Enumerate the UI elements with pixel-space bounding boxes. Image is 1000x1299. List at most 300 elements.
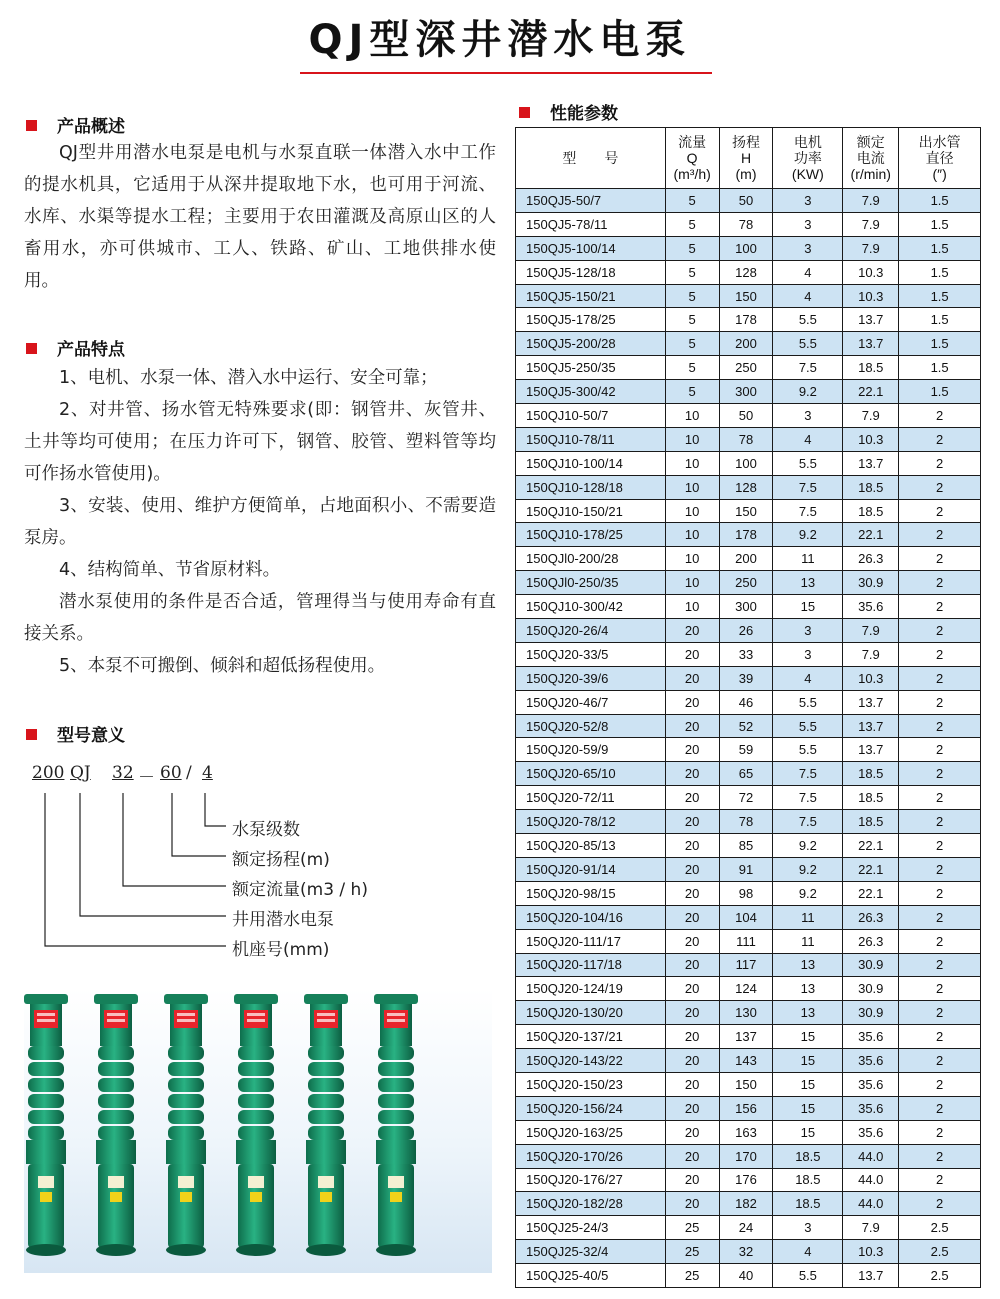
cell-flow: 10 [665,475,719,499]
cell-model: 150QJ20-182/28 [516,1192,666,1216]
cell-model: 150QJ5-178/25 [516,308,666,332]
cell-power: 9.2 [773,523,843,547]
table-row [516,308,981,332]
cell-flow: 20 [665,1049,719,1073]
cell-outlet: 1.5 [899,260,981,284]
cell-model: 150QJ20-150/23 [516,1072,666,1096]
table-row [516,714,981,738]
cell-power: 5.5 [773,332,843,356]
cell-model: 150QJ5-250/35 [516,356,666,380]
table-row [516,380,981,404]
cell-power: 13 [773,1001,843,1025]
cell-model: 150QJ20-117/18 [516,953,666,977]
cell-head: 130 [719,1001,773,1025]
cell-model: 150QJ20-33/5 [516,642,666,666]
cell-flow: 20 [665,666,719,690]
cell-current: 18.5 [843,356,899,380]
cell-outlet: 1.5 [899,332,981,356]
cell-current: 10.3 [843,284,899,308]
cell-current: 10.3 [843,666,899,690]
cell-current: 7.9 [843,619,899,643]
cell-power: 7.5 [773,786,843,810]
table-row [516,1192,981,1216]
table-row [516,1001,981,1025]
cell-model: 150QJ25-24/3 [516,1216,666,1240]
cell-flow: 20 [665,762,719,786]
page-title: QJ型深井潜水电泵 [308,17,692,63]
cell-outlet: 2 [899,1192,981,1216]
cell-head: 91 [719,857,773,881]
cell-head: 250 [719,571,773,595]
table-row [516,762,981,786]
cell-flow: 5 [665,284,719,308]
cell-head: 50 [719,404,773,428]
cell-flow: 20 [665,977,719,1001]
table-row [516,881,981,905]
feature-item: 2、对井管、扬水管无特殊要求(即：钢管井、灰管井、土井等均可使用；在压力许可下，钢管、胶管、塑料管等均可作扬水管使用)。 [24,400,496,484]
cell-power: 18.5 [773,1144,843,1168]
cell-flow: 25 [665,1240,719,1264]
table-row [516,212,981,236]
cell-outlet: 2 [899,619,981,643]
cell-power: 15 [773,1025,843,1049]
cell-head: 200 [719,332,773,356]
code-dash: － [138,768,155,788]
cell-flow: 20 [665,905,719,929]
cell-current: 30.9 [843,953,899,977]
cell-power: 7.5 [773,356,843,380]
cell-outlet: 1.5 [899,356,981,380]
cell-current: 7.9 [843,212,899,236]
cell-current: 18.5 [843,499,899,523]
cell-head: 150 [719,284,773,308]
cell-current: 10.3 [843,1240,899,1264]
table-row [516,595,981,619]
feature-item: 5、本泵不可搬倒、倾斜和超低扬程使用。 [59,656,386,676]
code-type: QJ [70,763,91,783]
cell-model: 150QJl0-200/28 [516,547,666,571]
cell-head: 178 [719,308,773,332]
cell-power: 13 [773,977,843,1001]
cell-flow: 10 [665,523,719,547]
features-list [24,362,496,682]
cell-outlet: 2 [899,905,981,929]
cell-head: 182 [719,1192,773,1216]
cell-flow: 20 [665,714,719,738]
cell-head: 117 [719,953,773,977]
cell-power: 3 [773,189,843,213]
cell-flow: 5 [665,356,719,380]
cell-flow: 5 [665,380,719,404]
cell-outlet: 2 [899,834,981,858]
cell-flow: 5 [665,260,719,284]
table-row [516,619,981,643]
cell-flow: 10 [665,451,719,475]
table-row [516,427,981,451]
cell-current: 35.6 [843,1120,899,1144]
cell-power: 5.5 [773,738,843,762]
cell-outlet: 2 [899,1144,981,1168]
table-row [516,1025,981,1049]
cell-outlet: 2 [899,571,981,595]
cell-flow: 20 [665,1096,719,1120]
cell-head: 40 [719,1264,773,1288]
cell-outlet: 2.5 [899,1240,981,1264]
cell-head: 200 [719,547,773,571]
cell-outlet: 1.5 [899,212,981,236]
cell-power: 4 [773,284,843,308]
model-code [32,763,232,793]
cell-power: 5.5 [773,308,843,332]
cell-model: 150QJ20-72/11 [516,786,666,810]
cell-outlet: 1.5 [899,380,981,404]
cell-outlet: 2.5 [899,1216,981,1240]
cell-power: 3 [773,1216,843,1240]
cell-current: 22.1 [843,881,899,905]
cell-flow: 20 [665,1168,719,1192]
cell-current: 30.9 [843,1001,899,1025]
cell-model: 150QJ20-46/7 [516,690,666,714]
cell-head: 128 [719,260,773,284]
table-row [516,571,981,595]
cell-head: 52 [719,714,773,738]
cell-model: 150QJ5-50/7 [516,189,666,213]
cell-head: 300 [719,595,773,619]
cell-model: 150QJ5-100/14 [516,236,666,260]
cell-outlet: 2 [899,1049,981,1073]
pump-illustration [24,988,492,1273]
cell-model: 150QJ10-50/7 [516,404,666,428]
cell-outlet: 2 [899,977,981,1001]
cell-outlet: 2 [899,786,981,810]
table-row [516,1168,981,1192]
cell-head: 170 [719,1144,773,1168]
cell-outlet: 2 [899,475,981,499]
table-row [516,929,981,953]
cell-head: 59 [719,738,773,762]
cell-model: 150QJ10-100/14 [516,451,666,475]
cell-current: 44.0 [843,1144,899,1168]
cell-outlet: 2 [899,1072,981,1096]
table-header-row [516,128,981,189]
cell-current: 26.3 [843,905,899,929]
cell-head: 300 [719,380,773,404]
cell-power: 3 [773,212,843,236]
cell-power: 7.5 [773,499,843,523]
cell-model: 150QJ10-78/11 [516,427,666,451]
cell-power: 4 [773,260,843,284]
cell-outlet: 2 [899,1001,981,1025]
cell-flow: 5 [665,189,719,213]
cell-outlet: 1.5 [899,308,981,332]
cell-flow: 10 [665,571,719,595]
header-model: 型 号 [516,128,666,189]
cell-power: 15 [773,1049,843,1073]
cell-power: 7.5 [773,762,843,786]
cell-flow: 20 [665,786,719,810]
cell-current: 13.7 [843,332,899,356]
cell-current: 30.9 [843,571,899,595]
cell-power: 4 [773,427,843,451]
table-row [516,977,981,1001]
cell-current: 13.7 [843,714,899,738]
cell-current: 13.7 [843,451,899,475]
cell-current: 10.3 [843,427,899,451]
code-stages: 4 [202,763,213,783]
cell-head: 104 [719,905,773,929]
cell-flow: 20 [665,1120,719,1144]
features-heading: 产品特点 [26,335,125,360]
cell-outlet: 2 [899,1120,981,1144]
cell-model: 150QJl0-250/35 [516,571,666,595]
cell-current: 30.9 [843,977,899,1001]
cell-current: 44.0 [843,1192,899,1216]
cell-flow: 10 [665,499,719,523]
cell-head: 78 [719,427,773,451]
cell-outlet: 2 [899,451,981,475]
legend-stages: 水泵级数 [232,820,300,840]
cell-head: 78 [719,212,773,236]
cell-power: 4 [773,666,843,690]
cell-flow: 20 [665,810,719,834]
cell-outlet: 2 [899,1025,981,1049]
cell-current: 7.9 [843,404,899,428]
table-row [516,690,981,714]
cell-model: 150QJ10-150/21 [516,499,666,523]
title-underline [300,72,712,74]
cell-current: 18.5 [843,786,899,810]
code-slash: / [186,763,192,783]
cell-current: 13.7 [843,738,899,762]
cell-outlet: 2 [899,1096,981,1120]
cell-model: 150QJ20-98/15 [516,881,666,905]
cell-model: 150QJ20-85/13 [516,834,666,858]
cell-power: 15 [773,1120,843,1144]
cell-power: 7.5 [773,810,843,834]
cell-flow: 20 [665,642,719,666]
red-square-bullet-icon [26,343,37,354]
cell-power: 18.5 [773,1168,843,1192]
cell-model: 150QJ5-78/11 [516,212,666,236]
cell-flow: 20 [665,953,719,977]
cell-flow: 10 [665,427,719,451]
table-row [516,547,981,571]
cell-power: 15 [773,1072,843,1096]
cell-power: 5.5 [773,714,843,738]
cell-model: 150QJ20-137/21 [516,1025,666,1049]
cell-model: 150QJ20-124/19 [516,977,666,1001]
code-flow: 32 [112,763,134,783]
legend-base: 机座号(mm) [232,940,330,960]
cell-head: 33 [719,642,773,666]
cell-model: 150QJ20-111/17 [516,929,666,953]
red-square-bullet-icon [26,729,37,740]
cell-outlet: 2 [899,881,981,905]
cell-head: 176 [719,1168,773,1192]
table-row [516,810,981,834]
table-row [516,666,981,690]
cell-head: 124 [719,977,773,1001]
cell-outlet: 2 [899,427,981,451]
cell-power: 5.5 [773,451,843,475]
cell-power: 15 [773,1096,843,1120]
legend-head: 额定扬程(m) [232,850,330,870]
table-row [516,786,981,810]
cell-current: 7.9 [843,1216,899,1240]
cell-power: 4 [773,1240,843,1264]
feature-item: 潜水泵使用的条件是否合适，管理得当与使用寿命有直接关系。 [24,592,496,644]
cell-current: 18.5 [843,762,899,786]
cell-model: 150QJ5-128/18 [516,260,666,284]
cell-outlet: 2 [899,953,981,977]
cell-head: 156 [719,1096,773,1120]
cell-power: 5.5 [773,1264,843,1288]
header-outlet-diameter: 出水管 直径 (″) [899,128,981,189]
cell-model: 150QJ25-32/4 [516,1240,666,1264]
cell-outlet: 2 [899,499,981,523]
cell-flow: 20 [665,834,719,858]
cell-flow: 10 [665,595,719,619]
cell-current: 26.3 [843,547,899,571]
legend-pump-type: 井用潜水电泵 [232,910,334,930]
cell-flow: 20 [665,690,719,714]
cell-flow: 20 [665,1144,719,1168]
header-head: 扬程 H (m) [719,128,773,189]
table-row [516,475,981,499]
cell-outlet: 2.5 [899,1264,981,1288]
cell-current: 7.9 [843,642,899,666]
cell-flow: 20 [665,1192,719,1216]
cell-head: 39 [719,666,773,690]
table-row [516,451,981,475]
cell-head: 143 [719,1049,773,1073]
model-meaning-heading: 型号意义 [26,721,125,746]
cell-head: 85 [719,834,773,858]
table-row [516,905,981,929]
cell-current: 22.1 [843,857,899,881]
cell-current: 13.7 [843,1264,899,1288]
cell-power: 3 [773,404,843,428]
cell-outlet: 1.5 [899,236,981,260]
cell-current: 22.1 [843,834,899,858]
cell-outlet: 2 [899,1168,981,1192]
cell-outlet: 2 [899,547,981,571]
cell-current: 26.3 [843,929,899,953]
cell-outlet: 2 [899,523,981,547]
cell-head: 46 [719,690,773,714]
cell-flow: 5 [665,212,719,236]
cell-current: 7.9 [843,236,899,260]
cell-head: 65 [719,762,773,786]
table-row [516,189,981,213]
cell-head: 72 [719,786,773,810]
cell-flow: 5 [665,236,719,260]
cell-head: 111 [719,929,773,953]
cell-flow: 20 [665,881,719,905]
table-body [516,189,981,1288]
cell-head: 26 [719,619,773,643]
legend-flow: 额定流量(m3 / h) [232,880,368,900]
cell-current: 13.7 [843,308,899,332]
cell-outlet: 2 [899,690,981,714]
feature-item: 3、安装、使用、维护方便简单，占地面积小、不需要造泵房。 [24,496,496,548]
cell-head: 150 [719,1072,773,1096]
cell-power: 7.5 [773,475,843,499]
cell-power: 13 [773,571,843,595]
table-row [516,1264,981,1288]
table-row [516,642,981,666]
cell-head: 178 [719,523,773,547]
cell-outlet: 2 [899,714,981,738]
performance-heading: 性能参数 [519,99,618,124]
cell-power: 11 [773,547,843,571]
cell-model: 150QJ20-143/22 [516,1049,666,1073]
cell-power: 5.5 [773,690,843,714]
cell-current: 18.5 [843,475,899,499]
code-head: 60 [160,763,182,783]
cell-model: 150QJ20-78/12 [516,810,666,834]
cell-flow: 20 [665,619,719,643]
cell-outlet: 2 [899,595,981,619]
cell-current: 35.6 [843,1025,899,1049]
overview-heading: 产品概述 [26,112,125,137]
product-photo [24,988,492,1273]
cell-flow: 20 [665,1001,719,1025]
cell-current: 7.9 [843,189,899,213]
table-row [516,1072,981,1096]
cell-model: 150QJ20-176/27 [516,1168,666,1192]
cell-head: 150 [719,499,773,523]
cell-power: 3 [773,642,843,666]
feature-item: 1、电机、水泵一体、潜入水中运行、安全可靠； [59,368,438,388]
cell-current: 35.6 [843,1096,899,1120]
cell-model: 150QJ20-39/6 [516,666,666,690]
cell-model: 150QJ20-52/8 [516,714,666,738]
cell-model: 150QJ5-150/21 [516,284,666,308]
cell-power: 15 [773,595,843,619]
cell-flow: 20 [665,857,719,881]
code-base: 200 [32,763,65,783]
cell-outlet: 1.5 [899,284,981,308]
cell-head: 100 [719,451,773,475]
table-row [516,1240,981,1264]
cell-power: 18.5 [773,1192,843,1216]
cell-current: 13.7 [843,690,899,714]
cell-model: 150QJ5-300/42 [516,380,666,404]
performance-table [515,127,981,1288]
cell-current: 22.1 [843,380,899,404]
cell-current: 35.6 [843,1072,899,1096]
cell-model: 150QJ25-40/5 [516,1264,666,1288]
cell-head: 98 [719,881,773,905]
cell-model: 150QJ20-156/24 [516,1096,666,1120]
cell-outlet: 2 [899,404,981,428]
cell-flow: 20 [665,929,719,953]
header-current: 额定 电流 (r/min) [843,128,899,189]
cell-head: 50 [719,189,773,213]
cell-current: 10.3 [843,260,899,284]
cell-current: 18.5 [843,810,899,834]
cell-model: 150QJ10-300/42 [516,595,666,619]
table-row [516,356,981,380]
cell-power: 3 [773,236,843,260]
header-flow: 流量 Q (m³/h) [665,128,719,189]
table-row [516,332,981,356]
cell-model: 150QJ20-26/4 [516,619,666,643]
cell-current: 22.1 [843,523,899,547]
table-row [516,1120,981,1144]
cell-model: 150QJ20-163/25 [516,1120,666,1144]
